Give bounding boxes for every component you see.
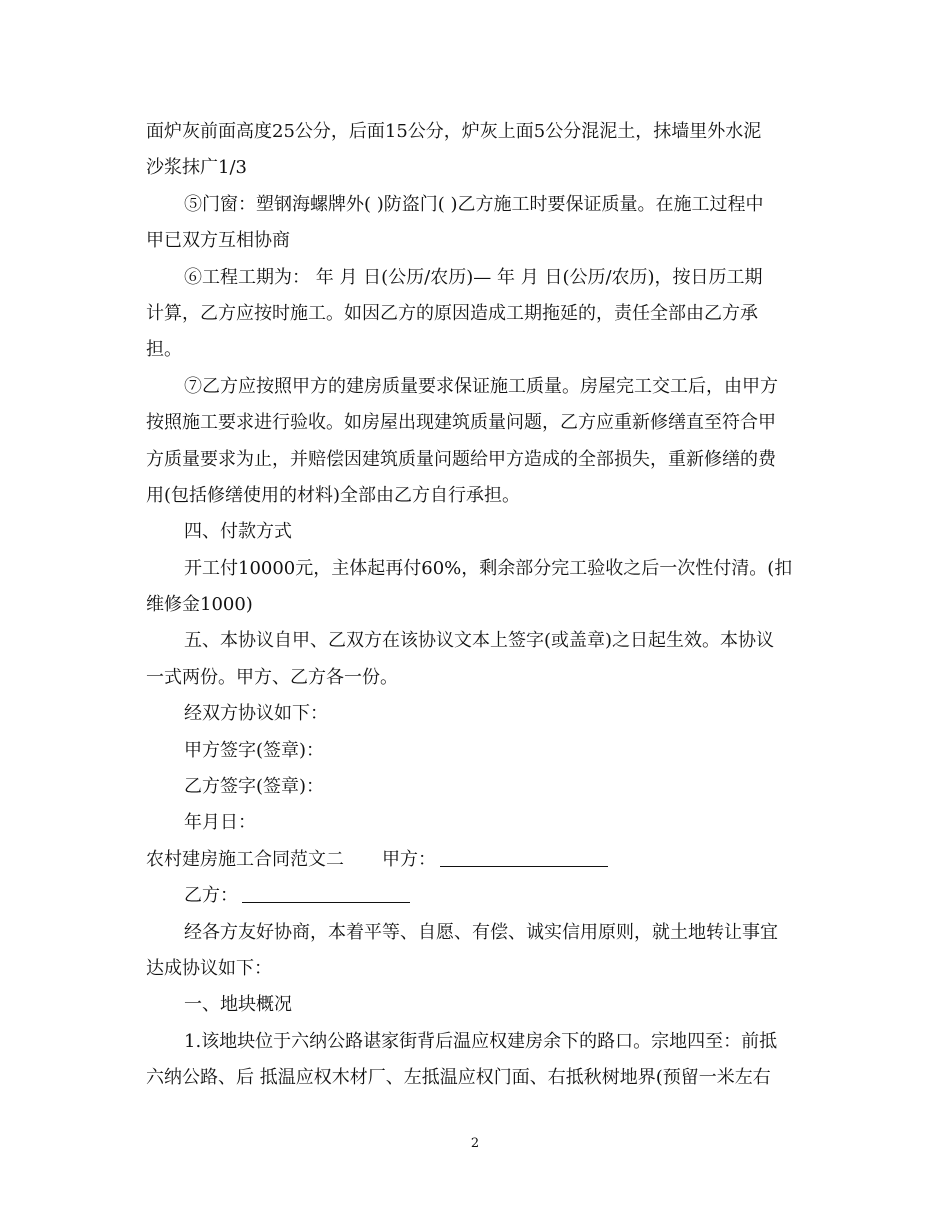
text-line: 五、本协议自甲、乙双方在该协议文本上签字(或盖章)之日起生效。本协议 — [184, 630, 775, 652]
party-b-line — [146, 878, 806, 914]
text-line: 经各方友好协商，本着平等、自愿、有偿、诚实信用原则，就土地转让事宜 — [184, 921, 778, 943]
text-line: 维修金1000) — [146, 594, 253, 616]
text-line: 经双方协议如下： — [184, 703, 328, 725]
text-line: 四、付款方式 — [184, 521, 292, 543]
text-line: 按照施工要求进行验收。如房屋出现建筑质量问题，乙方应重新修缮直至符合甲 — [146, 412, 776, 434]
party-b-blank[interactable] — [242, 884, 410, 903]
text-line: 1.该地块位于六纳公路谌家街背后温应权建房余下的路口。宗地四至：前抵 — [184, 1030, 778, 1052]
contract-title: 农村建房施工合同范文二 — [146, 848, 344, 870]
text-line: 达成协议如下： — [146, 957, 272, 979]
text-line: 面炉灰前面高度25公分，后面15公分，炉灰上面5公分混泥土，抹墙里外水泥 — [146, 121, 762, 142]
party-a-label: 甲方： — [382, 848, 436, 870]
text-line: 甲已双方互相协商 — [146, 230, 290, 252]
text-line: 沙浆抹广1/3 — [146, 157, 247, 179]
text-line: 年月日： — [184, 812, 256, 834]
text-line: 方质量要求为止，并赔偿因建筑质量问题给甲方造成的全部损失，重新修缮的费 — [146, 448, 776, 470]
page-number: 2 — [470, 1136, 480, 1151]
text-line: ⑤门窗：塑钢海螺牌外( )防盗门( )乙方施工时要保证质量。在施工过程中 — [184, 193, 764, 215]
body-text — [146, 114, 806, 1097]
text-line: 用(包括修缮使用的材料)全部由乙方自行承担。 — [146, 484, 521, 506]
text-line: 甲方签字(签章)： — [184, 739, 325, 761]
paragraph-lines-upper — [146, 114, 806, 842]
paragraph-lines-lower — [146, 915, 806, 1097]
party-b-label: 乙方： — [184, 885, 238, 907]
text-line: 计算，乙方应按时施工。如因乙方的原因造成工期拖延的，责任全部由乙方承 — [146, 302, 758, 324]
text-line: 开工付10000元，主体起再付60%，剩余部分完工验收之后一次性付清。(扣 — [184, 557, 793, 579]
text-line: 一、地块概况 — [184, 994, 292, 1016]
party-a-blank[interactable] — [440, 848, 608, 867]
text-line: 乙方签字(签章)： — [184, 776, 325, 798]
contract-title-line — [146, 842, 806, 878]
text-line: 六纳公路、后 抵温应权木材厂、左抵温应权门面、右抵秋树地界(预留一米左右 — [146, 1067, 771, 1089]
text-line: ⑦乙方应按照甲方的建房质量要求保证施工质量。房屋完工交工后，由甲方 — [184, 375, 778, 397]
text-line: 一式两份。甲方、乙方各一份。 — [146, 666, 398, 688]
text-line: 担。 — [146, 339, 182, 361]
text-line: ⑥工程工期为： 年 月 日(公历/农历)— 年 月 日(公历/农历)，按日历工期 — [184, 266, 763, 288]
